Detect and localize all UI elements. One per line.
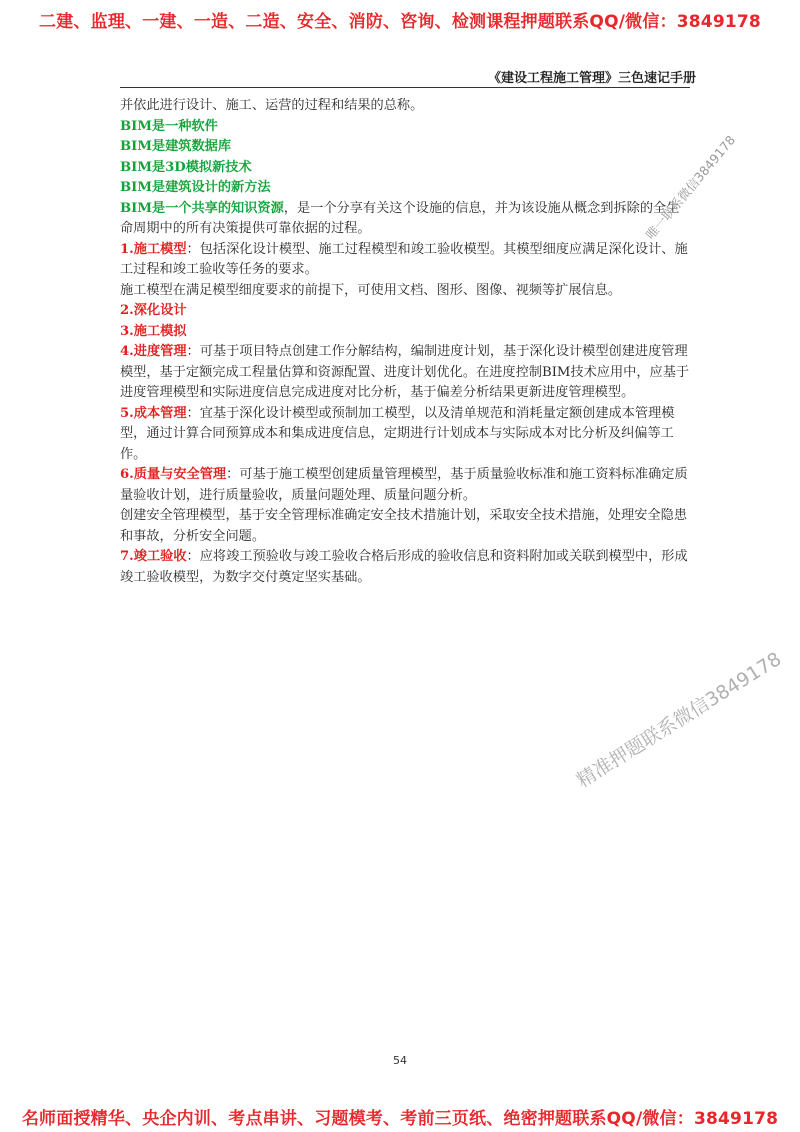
body-text: ：宜基于深化设计模型或预制加工模型，以及清单规范和消耗量定额创建成本管理模型，通过计算合同预算成本和集成进度信息，定期进行计划成本与实际成本对比分析及纠偏等工作。	[120, 405, 675, 462]
green-statement: BIM是一种软件	[120, 118, 218, 134]
green-keyphrase: BIM是一个共享的知识资源	[120, 200, 284, 216]
body-text: ：应将竣工预验收与竣工验收合格后形成的验收信息和资料附加或关联到模型中，形成竣工验收模型，为数字交付奠定坚实基础。	[120, 549, 688, 585]
paragraph	[120, 342, 690, 404]
section-heading: 4.进度管理	[120, 344, 187, 359]
paragraph	[120, 404, 690, 466]
paragraph	[120, 465, 690, 506]
body-text: ，是一个分享有关这个设施的信息，并为该设施从概念到拆除的全生命周期中的所有决策提供可靠依据的过程。	[120, 200, 680, 236]
body-text: ：可基于项目特点创建工作分解结构，编制进度计划，基于深化设计模型创建进度管理模型，基于定额完成工程量估算和资源配置、进度计划优化。在进度控制BIM技术应用中，应基于进度管理模型和实际进度信息完成进度对比分析，基于偏差分析结果更新进度管理模型。	[120, 344, 690, 400]
bottom-promo-banner: 名师面授精华、央企内训、考点串讲、习题模考、考前三页纸、绝密押题联系QQ/微信：3849178	[21, 1109, 779, 1129]
watermark-text: 精准押题联系微信3849178	[572, 648, 786, 793]
section-heading: 1.施工模型	[120, 241, 187, 257]
page-body	[120, 96, 690, 588]
paragraph	[120, 547, 690, 588]
green-statement: BIM是3D模拟新技术	[120, 159, 252, 175]
green-statement: BIM是建筑数据库	[120, 139, 232, 154]
body-text: ：可基于施工模型创建质量管理模型，基于质量验收标准和施工资料标准确定质量验收计划，进行质量验收，质量问题处理、质量问题分析。	[120, 467, 688, 503]
section-heading: 2.深化设计	[120, 303, 187, 318]
paragraph	[120, 199, 690, 240]
body-text: ：包括深化设计模型、施工过程模型和竣工验收模型。其模型细度应满足深化设计、施工过程和竣工验收等任务的要求。	[120, 241, 688, 277]
section-heading: 7.竣工验收	[120, 549, 187, 564]
body-text: 施工模型在满足模型细度要求的前提下，可使用文档、图形、图像、视频等扩展信息。	[120, 282, 622, 298]
section-heading: 6.质量与安全管理	[120, 467, 227, 482]
page-number: 54	[393, 1054, 407, 1067]
running-header-title: 《建设工程施工管理》三色速记手册	[487, 71, 696, 86]
top-promo-banner: 二建、监理、一建、一造、二造、安全、消防、咨询、检测课程押题联系QQ/微信：3849178	[39, 12, 761, 32]
body-text: 并依此进行设计、施工、运营的过程和结果的总称。	[120, 98, 424, 113]
header-divider	[120, 87, 690, 88]
section-heading: 3.施工模拟	[120, 323, 187, 339]
paragraph	[120, 240, 690, 281]
watermark-text: 唯一联系微信3849178	[642, 132, 739, 243]
green-statement: BIM是建筑设计的新方法	[120, 180, 271, 195]
section-heading: 5.成本管理	[120, 405, 187, 421]
body-text: 创建安全管理模型，基于安全管理标准确定安全技术措施计划，采取安全技术措施，处理安全隐患和事故，分析安全问题。	[120, 508, 688, 544]
